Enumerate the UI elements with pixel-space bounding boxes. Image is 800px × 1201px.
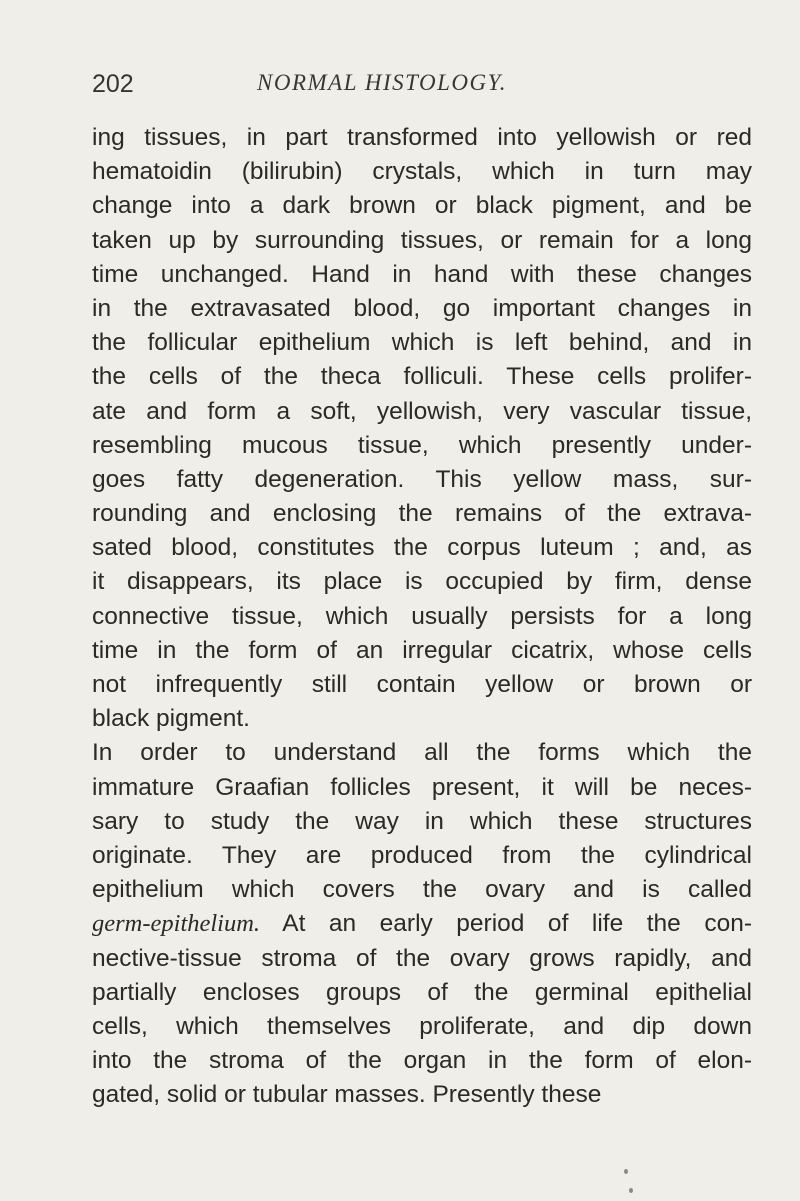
text-line: it disappears, its place is occupied by firm, dense — [92, 568, 752, 596]
text-line: time unchanged. Hand in hand with these changes — [92, 260, 752, 288]
text-line: cells, which themselves proliferate, and dip down — [92, 1012, 752, 1040]
text-line: partially encloses groups of the germinal epithelial — [92, 978, 752, 1006]
text-line-with-term — [92, 907, 752, 941]
text-line: time in the form of an irregular cicatrix, whose cells — [92, 636, 752, 664]
running-header — [92, 70, 712, 106]
running-title: NORMAL HISTOLOGY. — [257, 70, 508, 95]
text-line: change into a dark brown or black pigment, and be — [92, 192, 752, 220]
text-line: the follicular epithelium which is left behind, and in — [92, 329, 752, 357]
text-line: goes fatty degeneration. This yellow mass, sur- — [92, 465, 752, 493]
text-line: connective tissue, which usually persists for a long — [92, 602, 752, 630]
text-line: sary to study the way in which these structures — [92, 807, 752, 835]
body-text — [92, 121, 752, 1112]
text-line-remainder: At an early period of life the con- — [282, 910, 752, 938]
ink-speck — [629, 1188, 633, 1193]
text-line: sated blood, constitutes the corpus luteum ; and, as — [92, 534, 752, 562]
text-line: in the extravasated blood, go important changes in — [92, 294, 752, 322]
text-line: epithelium which covers the ovary and is called — [92, 876, 752, 904]
text-line: gated, solid or tubular masses. Presently these — [92, 1081, 602, 1109]
text-line: originate. They are produced from the cylindrical — [92, 841, 752, 869]
paragraph-start-line: In order to understand all the forms which the — [92, 739, 752, 767]
text-line: taken up by surrounding tissues, or remain for a long — [92, 226, 752, 254]
text-line: not infrequently still contain yellow or brown or — [92, 671, 752, 698]
text-line: rounding and enclosing the remains of the extrava- — [92, 500, 752, 528]
italic-term: germ-epithelium. — [92, 910, 261, 938]
text-line: immature Graafian follicles present, it will be neces- — [92, 773, 752, 801]
text-line: resembling mucous tissue, which presently under- — [92, 431, 752, 459]
text-line: ate and form a soft, yellowish, very vascular tissue, — [92, 397, 752, 425]
text-line: ing tissues, in part transformed into yellowish or red — [92, 124, 752, 151]
page-number: 202 — [92, 70, 134, 98]
text-line: nective-tissue stroma of the ovary grows rapidly, and — [92, 944, 752, 972]
ink-speck — [624, 1169, 628, 1174]
text-line: black pigment. — [92, 705, 250, 733]
text-line: hematoidin (bilirubin) crystals, which in turn may — [92, 158, 752, 186]
text-line: into the stroma of the organ in the form of elon- — [92, 1047, 752, 1075]
text-line: the cells of the theca folliculi. These cells prolifer- — [92, 363, 752, 391]
